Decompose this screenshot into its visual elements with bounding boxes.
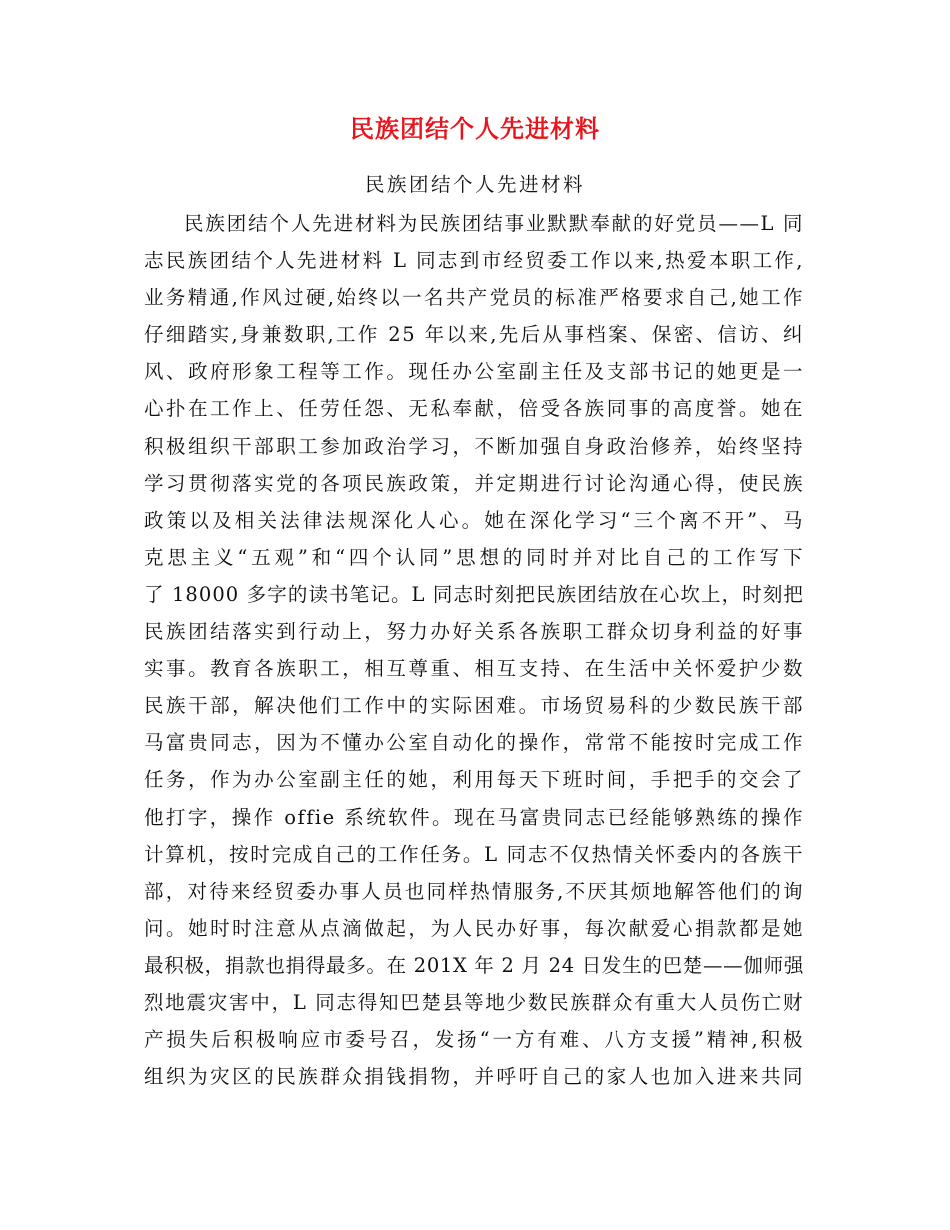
paragraph-line: 实事。教育各族职工，相互尊重、相互支持、在生活中关怀爱护少数 <box>144 657 804 681</box>
paragraph-line: 他打字，操作 offie 系统软件。现在马富贵同志已经能够熟练的操作 <box>144 805 804 829</box>
paragraph-line: 马富贵同志，因为不懂办公室自动化的操作，常常不能按时完成工作 <box>144 731 804 755</box>
paragraph-line: 部，对待来经贸委办事人员也同样热情服务,不厌其烦地解答他们的询 <box>144 879 804 903</box>
paragraph-line: 风、政府形象工程等工作。现任办公室副主任及支部书记的她更是一 <box>144 360 804 384</box>
paragraph-line: 计算机，按时完成自己的工作任务。L 同志不仅热情关怀委内的各族干 <box>144 842 804 866</box>
paragraph-line: 心扑在工作上、任劳任怨、无私奉献，倍受各族同事的高度誉。她在 <box>144 397 804 421</box>
paragraph-line: 民族团结个人先进材料为民族团结事业默默奉献的好党员——L 同 <box>184 212 804 235</box>
paragraph-line: 烈地震灾害中，L 同志得知巴楚县等地少数民族群众有重大人员伤亡财 <box>144 990 804 1014</box>
paragraph-line: 了 18000 多字的读书笔记。L 同志时刻把民族团结放在心坎上，时刻把 <box>144 582 804 606</box>
document-title: 民族团结个人先进材料 <box>350 114 600 143</box>
paragraph-line: 志民族团结个人先进材料 L 同志到市经贸委工作以来,热爱本职工作, <box>144 249 804 273</box>
paragraph-line: 任务，作为办公室副主任的她，利用每天下班时间，手把手的交会了 <box>144 768 804 792</box>
paragraph-line: 仔细踏实,身兼数职,工作 25 年以来,先后从事档案、保密、信访、纠 <box>144 323 804 347</box>
paragraph-line: 产损失后积极响应市委号召，发扬“一方有难、八方支援”精神,积极 <box>144 1028 804 1052</box>
document-subtitle: 民族团结个人先进材料 <box>364 173 585 196</box>
paragraph-line: 民族干部，解决他们工作中的实际困难。市场贸易科的少数民族干部 <box>144 694 804 718</box>
paragraph-line: 积极组织干部职工参加政治学习，不断加强自身政治修养，始终坚持 <box>144 434 804 458</box>
paragraph-line: 最积极，捐款也捐得最多。在 201X 年 2 月 24 日发生的巴楚——伽师强 <box>144 953 804 977</box>
paragraph-line: 民族团结落实到行动上，努力办好关系各族职工群众切身利益的好事 <box>144 620 804 644</box>
body-paragraph <box>144 205 804 1095</box>
paragraph-line: 业务精通,作风过硬,始终以一名共产党员的标准严格要求自己,她工作 <box>144 286 804 310</box>
paragraph-line: 克思主义“五观”和“四个认同”思想的同时并对比自己的工作写下 <box>144 545 804 569</box>
paragraph-line: 政策以及相关法律法规深化人心。她在深化学习“三个离不开”、马 <box>144 508 804 532</box>
paragraph-line: 组织为灾区的民族群众捐钱捐物，并呼吁自己的家人也加入进来共同 <box>144 1065 804 1089</box>
paragraph-line: 学习贯彻落实党的各项民族政策，并定期进行讨论沟通心得，使民族 <box>144 471 804 495</box>
paragraph-line: 问。她时时注意从点滴做起，为人民办好事，每次献爱心捐款都是她 <box>144 916 804 940</box>
